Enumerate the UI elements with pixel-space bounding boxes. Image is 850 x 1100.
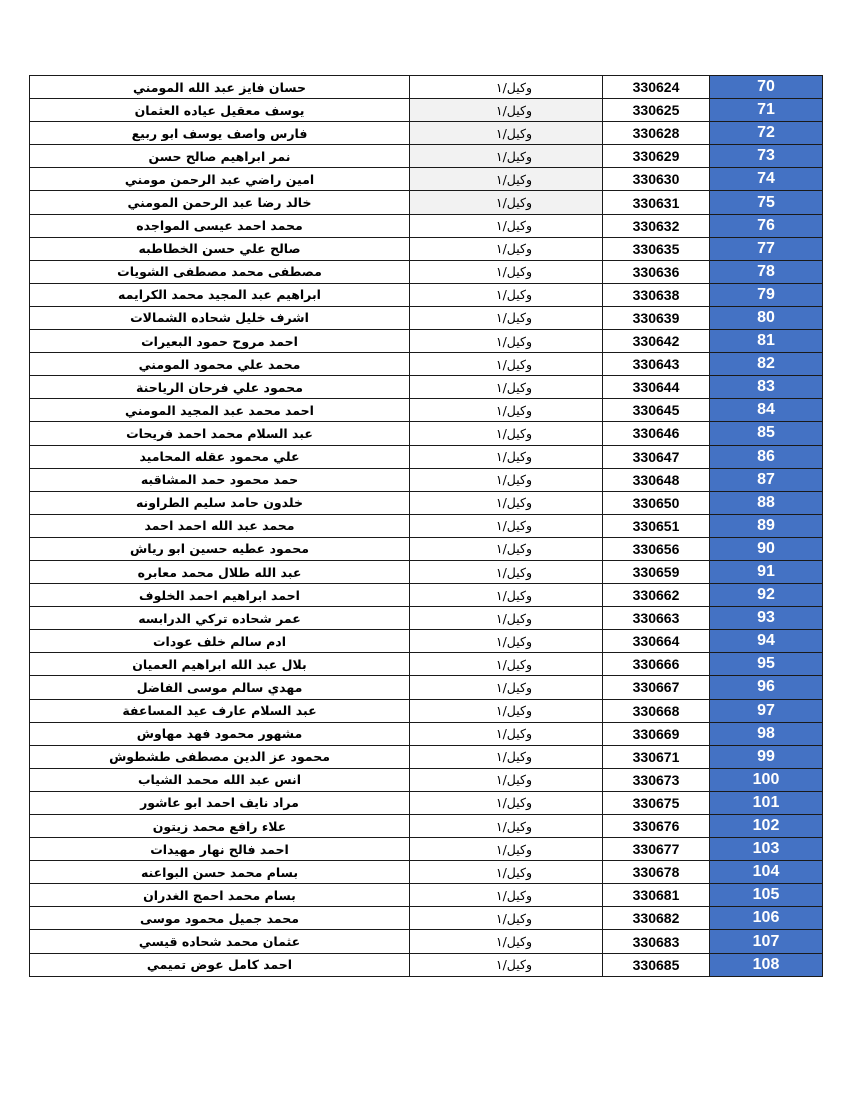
name-cell: عمر شحاده تركي الدرابسه <box>30 607 410 630</box>
table-row <box>30 676 823 699</box>
rank-cell: وكيل/١ <box>410 306 603 329</box>
service-number-cell: 330659 <box>603 560 710 583</box>
rank-cell: وكيل/١ <box>410 884 603 907</box>
table-row <box>30 907 823 930</box>
rank-cell: وكيل/١ <box>410 122 603 145</box>
name-cell: محمد جميل محمود موسى <box>30 907 410 930</box>
sequence-number-cell: 102 <box>710 815 823 838</box>
name-cell: يوسف معقيل عياده العثمان <box>30 99 410 122</box>
service-number-cell: 330648 <box>603 468 710 491</box>
sequence-number-cell: 74 <box>710 168 823 191</box>
service-number-cell: 330645 <box>603 399 710 422</box>
table-row <box>30 468 823 491</box>
sequence-number-cell: 86 <box>710 445 823 468</box>
table-row <box>30 953 823 976</box>
sequence-number-cell: 98 <box>710 722 823 745</box>
sequence-number-cell: 78 <box>710 260 823 283</box>
table-row <box>30 537 823 560</box>
personnel-table-body <box>30 76 823 977</box>
rank-cell: وكيل/١ <box>410 145 603 168</box>
service-number-cell: 330629 <box>603 145 710 168</box>
name-cell: محمد احمد عيسى المواجده <box>30 214 410 237</box>
sequence-number-cell: 70 <box>710 76 823 99</box>
name-cell: علاء رافع محمد زيتون <box>30 815 410 838</box>
rank-cell: وكيل/١ <box>410 468 603 491</box>
sequence-number-cell: 77 <box>710 237 823 260</box>
sequence-number-cell: 75 <box>710 191 823 214</box>
sequence-number-cell: 104 <box>710 861 823 884</box>
sequence-number-cell: 93 <box>710 607 823 630</box>
name-cell: ادم سالم خلف عودات <box>30 630 410 653</box>
name-cell: مصطفى محمد مصطفى الشويات <box>30 260 410 283</box>
service-number-cell: 330683 <box>603 930 710 953</box>
service-number-cell: 330676 <box>603 815 710 838</box>
service-number-cell: 330632 <box>603 214 710 237</box>
sequence-number-cell: 92 <box>710 584 823 607</box>
name-cell: عبد السلام محمد احمد فريحات <box>30 422 410 445</box>
table-row <box>30 376 823 399</box>
name-cell: محمد علي محمود المومني <box>30 353 410 376</box>
rank-cell: وكيل/١ <box>410 676 603 699</box>
table-row <box>30 145 823 168</box>
service-number-cell: 330677 <box>603 838 710 861</box>
table-row <box>30 214 823 237</box>
rank-cell: وكيل/١ <box>410 722 603 745</box>
rank-cell: وكيل/١ <box>410 907 603 930</box>
service-number-cell: 330666 <box>603 653 710 676</box>
service-number-cell: 330638 <box>603 283 710 306</box>
table-row <box>30 630 823 653</box>
name-cell: احمد فالح نهار مهيدات <box>30 838 410 861</box>
sequence-number-cell: 90 <box>710 537 823 560</box>
table-row <box>30 884 823 907</box>
rank-cell: وكيل/١ <box>410 930 603 953</box>
rank-cell: وكيل/١ <box>410 168 603 191</box>
name-cell: ابراهيم عبد المجيد محمد الكرايمه <box>30 283 410 306</box>
rank-cell: وكيل/١ <box>410 330 603 353</box>
service-number-cell: 330636 <box>603 260 710 283</box>
rank-cell: وكيل/١ <box>410 560 603 583</box>
rank-cell: وكيل/١ <box>410 214 603 237</box>
name-cell: بسام محمد احمج الغدران <box>30 884 410 907</box>
table-row <box>30 861 823 884</box>
sequence-number-cell: 97 <box>710 699 823 722</box>
service-number-cell: 330668 <box>603 699 710 722</box>
name-cell: اشرف خليل شحاده الشمالات <box>30 306 410 329</box>
table-row <box>30 283 823 306</box>
table-row <box>30 122 823 145</box>
name-cell: صالح علي حسن الخطاطبه <box>30 237 410 260</box>
service-number-cell: 330639 <box>603 306 710 329</box>
sequence-number-cell: 76 <box>710 214 823 237</box>
name-cell: احمد كامل عوض تميمي <box>30 953 410 976</box>
service-number-cell: 330685 <box>603 953 710 976</box>
name-cell: بلال عبد الله ابراهيم العميان <box>30 653 410 676</box>
sequence-number-cell: 81 <box>710 330 823 353</box>
sequence-number-cell: 89 <box>710 514 823 537</box>
table-row <box>30 838 823 861</box>
table-row <box>30 722 823 745</box>
sequence-number-cell: 72 <box>710 122 823 145</box>
name-cell: امين راضي عبد الرحمن مومني <box>30 168 410 191</box>
table-row <box>30 422 823 445</box>
rank-cell: وكيل/١ <box>410 768 603 791</box>
sequence-number-cell: 94 <box>710 630 823 653</box>
rank-cell: وكيل/١ <box>410 584 603 607</box>
service-number-cell: 330667 <box>603 676 710 699</box>
name-cell: نمر ابراهيم صالح حسن <box>30 145 410 168</box>
rank-cell: وكيل/١ <box>410 745 603 768</box>
name-cell: مراد نايف احمد ابو عاشور <box>30 791 410 814</box>
name-cell: احمد محمد عبد المجيد المومني <box>30 399 410 422</box>
service-number-cell: 330642 <box>603 330 710 353</box>
service-number-cell: 330664 <box>603 630 710 653</box>
rank-cell: وكيل/١ <box>410 76 603 99</box>
name-cell: مشهور محمود فهد مهاوش <box>30 722 410 745</box>
sequence-number-cell: 107 <box>710 930 823 953</box>
name-cell: محمود عطيه حسين ابو رياش <box>30 537 410 560</box>
service-number-cell: 330624 <box>603 76 710 99</box>
rank-cell: وكيل/١ <box>410 815 603 838</box>
name-cell: علي محمود عقله المحاميد <box>30 445 410 468</box>
rank-cell: وكيل/١ <box>410 399 603 422</box>
name-cell: حمد محمود حمد المشاقبه <box>30 468 410 491</box>
service-number-cell: 330673 <box>603 768 710 791</box>
rank-cell: وكيل/١ <box>410 630 603 653</box>
rank-cell: وكيل/١ <box>410 445 603 468</box>
service-number-cell: 330671 <box>603 745 710 768</box>
rank-cell: وكيل/١ <box>410 953 603 976</box>
sequence-number-cell: 101 <box>710 791 823 814</box>
sequence-number-cell: 88 <box>710 491 823 514</box>
rank-cell: وكيل/١ <box>410 237 603 260</box>
sequence-number-cell: 73 <box>710 145 823 168</box>
sequence-number-cell: 71 <box>710 99 823 122</box>
name-cell: عثمان محمد شحاده قيسي <box>30 930 410 953</box>
table-row <box>30 815 823 838</box>
service-number-cell: 330635 <box>603 237 710 260</box>
rank-cell: وكيل/١ <box>410 283 603 306</box>
table-row <box>30 99 823 122</box>
service-number-cell: 330650 <box>603 491 710 514</box>
service-number-cell: 330663 <box>603 607 710 630</box>
table-row <box>30 76 823 99</box>
sequence-number-cell: 79 <box>710 283 823 306</box>
rank-cell: وكيل/١ <box>410 191 603 214</box>
service-number-cell: 330662 <box>603 584 710 607</box>
sequence-number-cell: 84 <box>710 399 823 422</box>
table-row <box>30 191 823 214</box>
name-cell: خلدون حامد سليم الطراونه <box>30 491 410 514</box>
name-cell: محمود عز الدين مصطفى طشطوش <box>30 745 410 768</box>
sequence-number-cell: 85 <box>710 422 823 445</box>
table-row <box>30 768 823 791</box>
sequence-number-cell: 83 <box>710 376 823 399</box>
table-row <box>30 791 823 814</box>
rank-cell: وكيل/١ <box>410 699 603 722</box>
table-row <box>30 491 823 514</box>
sequence-number-cell: 91 <box>710 560 823 583</box>
service-number-cell: 330681 <box>603 884 710 907</box>
sequence-number-cell: 87 <box>710 468 823 491</box>
service-number-cell: 330630 <box>603 168 710 191</box>
service-number-cell: 330643 <box>603 353 710 376</box>
sequence-number-cell: 108 <box>710 953 823 976</box>
service-number-cell: 330644 <box>603 376 710 399</box>
name-cell: انس عبد الله محمد الشياب <box>30 768 410 791</box>
table-row <box>30 745 823 768</box>
name-cell: خالد رضا عبد الرحمن المومني <box>30 191 410 214</box>
table-row <box>30 399 823 422</box>
name-cell: عبد السلام عارف عيد المساعفة <box>30 699 410 722</box>
sequence-number-cell: 95 <box>710 653 823 676</box>
service-number-cell: 330646 <box>603 422 710 445</box>
sequence-number-cell: 105 <box>710 884 823 907</box>
sequence-number-cell: 96 <box>710 676 823 699</box>
table-row <box>30 584 823 607</box>
sequence-number-cell: 106 <box>710 907 823 930</box>
table-row <box>30 930 823 953</box>
rank-cell: وكيل/١ <box>410 260 603 283</box>
service-number-cell: 330651 <box>603 514 710 537</box>
service-number-cell: 330656 <box>603 537 710 560</box>
rank-cell: وكيل/١ <box>410 607 603 630</box>
service-number-cell: 330625 <box>603 99 710 122</box>
table-row <box>30 445 823 468</box>
service-number-cell: 330675 <box>603 791 710 814</box>
table-row <box>30 330 823 353</box>
sequence-number-cell: 82 <box>710 353 823 376</box>
rank-cell: وكيل/١ <box>410 422 603 445</box>
rank-cell: وكيل/١ <box>410 791 603 814</box>
sequence-number-cell: 103 <box>710 838 823 861</box>
table-row <box>30 607 823 630</box>
table-row <box>30 514 823 537</box>
name-cell: محمد عبد الله احمد احمد <box>30 514 410 537</box>
table-row <box>30 653 823 676</box>
sequence-number-cell: 99 <box>710 745 823 768</box>
name-cell: حسان فايز عبد الله المومني <box>30 76 410 99</box>
table-row <box>30 260 823 283</box>
table-row <box>30 560 823 583</box>
table-row <box>30 699 823 722</box>
name-cell: مهدي سالم موسى الفاضل <box>30 676 410 699</box>
table-row <box>30 237 823 260</box>
rank-cell: وكيل/١ <box>410 99 603 122</box>
sequence-number-cell: 80 <box>710 306 823 329</box>
rank-cell: وكيل/١ <box>410 537 603 560</box>
name-cell: احمد ابراهيم احمد الخلوف <box>30 584 410 607</box>
name-cell: عبد الله طلال محمد معابره <box>30 560 410 583</box>
name-cell: محمود علي فرحان الرياحنة <box>30 376 410 399</box>
rank-cell: وكيل/١ <box>410 376 603 399</box>
service-number-cell: 330628 <box>603 122 710 145</box>
rank-cell: وكيل/١ <box>410 838 603 861</box>
table-row <box>30 306 823 329</box>
service-number-cell: 330678 <box>603 861 710 884</box>
name-cell: فارس واصف يوسف ابو ربيع <box>30 122 410 145</box>
service-number-cell: 330682 <box>603 907 710 930</box>
table-row <box>30 168 823 191</box>
sequence-number-cell: 100 <box>710 768 823 791</box>
name-cell: بسام محمد حسن البواعنه <box>30 861 410 884</box>
service-number-cell: 330631 <box>603 191 710 214</box>
rank-cell: وكيل/١ <box>410 353 603 376</box>
service-number-cell: 330647 <box>603 445 710 468</box>
table-row <box>30 353 823 376</box>
name-cell: احمد مروح حمود البعيرات <box>30 330 410 353</box>
rank-cell: وكيل/١ <box>410 514 603 537</box>
personnel-table <box>29 75 823 977</box>
rank-cell: وكيل/١ <box>410 491 603 514</box>
rank-cell: وكيل/١ <box>410 653 603 676</box>
service-number-cell: 330669 <box>603 722 710 745</box>
rank-cell: وكيل/١ <box>410 861 603 884</box>
